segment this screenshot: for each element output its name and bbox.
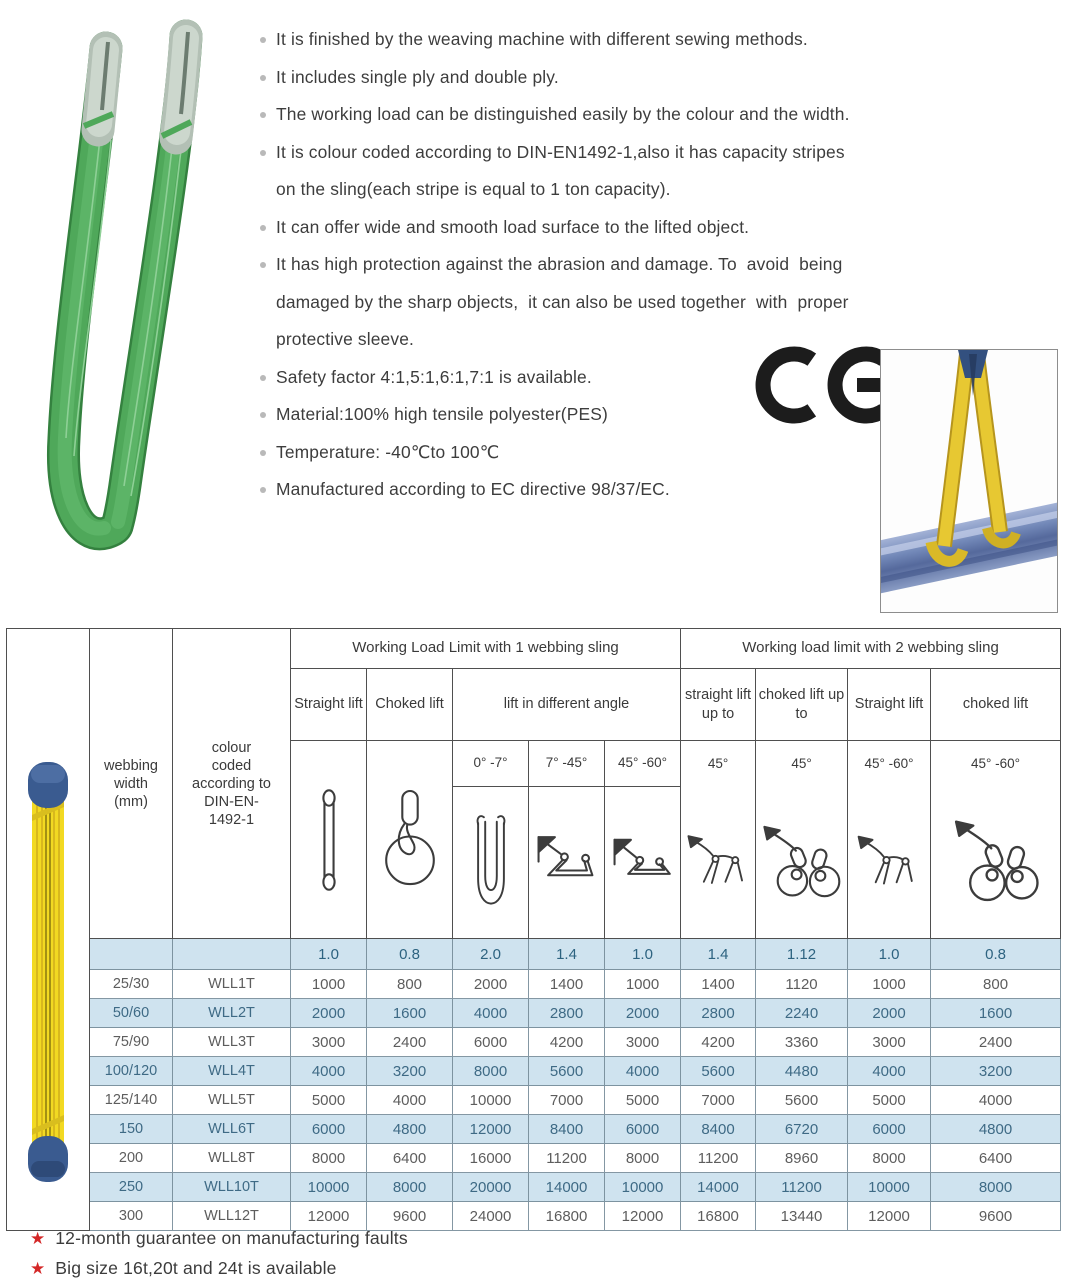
- factor-cell: 1.0: [291, 939, 367, 970]
- wll-code-cell: WLL1T: [173, 970, 291, 999]
- feature-text: It has high protection against the abrasion and damage. To avoid being: [276, 254, 843, 275]
- feature-item-line: [260, 471, 980, 509]
- load-value-cell: 10000: [453, 1086, 529, 1115]
- load-value-cell: 6720: [756, 1115, 848, 1144]
- table-row: [7, 1144, 1061, 1173]
- two-leg-choked-60-icon: [931, 787, 1060, 937]
- load-value-cell: 1000: [605, 970, 681, 999]
- bullet-dot-icon: [260, 75, 266, 81]
- webbing-width-cell: 125/140: [90, 1086, 173, 1115]
- factor-cell: 1.4: [529, 939, 605, 970]
- col-header-lift-angle: lift in different angle: [453, 669, 681, 741]
- feature-text: It can offer wide and smooth load surface to the lifted object.: [276, 216, 750, 237]
- bullet-dot-icon: [260, 450, 266, 456]
- load-value-cell: 6000: [605, 1115, 681, 1144]
- bullet-dot-icon: [260, 112, 266, 118]
- basket-7-45-icon-cell: [529, 787, 605, 939]
- load-value-cell: 5600: [681, 1057, 756, 1086]
- load-value-cell: 1400: [529, 970, 605, 999]
- load-value-cell: 2400: [367, 1028, 453, 1057]
- load-value-cell: 6000: [291, 1115, 367, 1144]
- load-value-cell: 4000: [453, 999, 529, 1028]
- load-value-cell: 8000: [367, 1173, 453, 1202]
- angle-45-60-label: 45° -60°: [971, 756, 1021, 772]
- basket-45-60-icon: [605, 825, 680, 901]
- feature-list: [260, 21, 980, 509]
- choked-lift-icon-cell: [367, 741, 453, 939]
- two-leg-choked-45-icon: [756, 787, 847, 937]
- load-value-cell: 11200: [756, 1173, 848, 1202]
- webbing-width-cell: 250: [90, 1173, 173, 1202]
- two-leg-straight-60-icon: [848, 787, 930, 937]
- load-value-cell: 16000: [453, 1144, 529, 1173]
- load-value-cell: 3000: [291, 1028, 367, 1057]
- factor-cell: 0.8: [931, 939, 1061, 970]
- load-value-cell: 1120: [756, 970, 848, 999]
- table-row: [7, 1028, 1061, 1057]
- load-value-cell: 7000: [529, 1086, 605, 1115]
- load-value-cell: 13440: [756, 1202, 848, 1231]
- webbing-width-cell: 150: [90, 1115, 173, 1144]
- load-value-cell: 1400: [681, 970, 756, 999]
- load-value-cell: 1600: [931, 999, 1061, 1028]
- feature-item-continuation: [260, 284, 980, 322]
- table-row: [7, 1115, 1061, 1144]
- webbing-width-cell: 100/120: [90, 1057, 173, 1086]
- yellow-sling-photo: [7, 757, 89, 1187]
- load-value-cell: 1000: [848, 970, 931, 999]
- load-value-cell: 800: [367, 970, 453, 999]
- webbing-width-header-line: webbing: [103, 757, 158, 774]
- load-value-cell: 9600: [367, 1202, 453, 1231]
- load-value-cell: 16800: [529, 1202, 605, 1231]
- load-value-cell: 11200: [529, 1144, 605, 1173]
- wll-code-cell: WLL3T: [173, 1028, 291, 1057]
- load-value-cell: 7000: [681, 1086, 756, 1115]
- angle-45-60-label: 45° -60°: [864, 756, 914, 772]
- load-value-cell: 8960: [756, 1144, 848, 1173]
- table-row: [7, 1086, 1061, 1115]
- load-value-cell: 2000: [453, 970, 529, 999]
- bullet-dot-icon: [260, 150, 266, 156]
- group-header-row: [7, 629, 1061, 669]
- load-value-cell: 8400: [681, 1115, 756, 1144]
- load-value-cell: 3200: [931, 1057, 1061, 1086]
- colour-code-header-line: according to: [192, 775, 271, 792]
- load-value-cell: 2000: [605, 999, 681, 1028]
- load-value-cell: 4000: [605, 1057, 681, 1086]
- angle-0-7-label: 0° -7°: [453, 741, 529, 787]
- basket-0-7-icon: [453, 803, 528, 923]
- colour-code-header-line: 1492-1: [208, 811, 255, 828]
- load-value-cell: 4000: [291, 1057, 367, 1086]
- load-value-cell: 12000: [291, 1202, 367, 1231]
- load-value-cell: 20000: [453, 1173, 529, 1202]
- choked-2-angle-icon-cell: [931, 741, 1061, 939]
- load-value-cell: 2800: [529, 999, 605, 1028]
- bullet-dot-icon: [260, 375, 266, 381]
- feature-item-line: [260, 246, 980, 284]
- group-header-two-sling: Working load limit with 2 webbing sling: [681, 629, 1061, 669]
- bullet-dot-icon: [260, 37, 266, 43]
- basket-7-45-icon: [529, 825, 604, 901]
- choked-lift-icon: [367, 785, 452, 895]
- feature-text: The working load can be distinguished easily by the colour and the width.: [276, 104, 850, 125]
- load-value-cell: 4480: [756, 1057, 848, 1086]
- load-value-cell: 2400: [931, 1028, 1061, 1057]
- load-value-cell: 12000: [453, 1115, 529, 1144]
- load-value-cell: 8000: [453, 1057, 529, 1086]
- load-value-cell: 4200: [529, 1028, 605, 1057]
- bullet-dot-icon: [260, 225, 266, 231]
- load-value-cell: 4000: [367, 1086, 453, 1115]
- load-value-cell: 8000: [291, 1144, 367, 1173]
- feature-text: It is colour coded according to DIN-EN1492-1,also it has capacity stripes: [276, 141, 845, 162]
- green-sling-photo: [14, 8, 254, 568]
- load-value-cell: 12000: [848, 1202, 931, 1231]
- colour-code-header: [173, 629, 291, 939]
- load-value-cell: 6400: [931, 1144, 1061, 1173]
- load-value-cell: 5000: [291, 1086, 367, 1115]
- star-icon: ★: [30, 1258, 46, 1278]
- wll-code-cell: WLL12T: [173, 1202, 291, 1231]
- webbing-width-cell: 200: [90, 1144, 173, 1173]
- load-value-cell: 5000: [605, 1086, 681, 1115]
- wll-code-cell: WLL4T: [173, 1057, 291, 1086]
- table-row: [7, 1173, 1061, 1202]
- colour-code-header-line: coded: [211, 757, 252, 774]
- feature-item-line: [260, 21, 980, 59]
- footnote: [30, 1253, 408, 1283]
- col-header-straight-lift-2: Straight lift: [848, 669, 931, 741]
- feature-text: It includes single ply and double ply.: [276, 66, 559, 87]
- load-value-cell: 10000: [605, 1173, 681, 1202]
- load-value-cell: 8000: [848, 1144, 931, 1173]
- basket-0-7-icon-cell: [453, 787, 529, 939]
- webbing-width-cell: 25/30: [90, 970, 173, 999]
- wll-code-cell: WLL8T: [173, 1144, 291, 1173]
- load-value-cell: 1600: [367, 999, 453, 1028]
- load-value-cell: 4000: [931, 1086, 1061, 1115]
- colour-code-header-line: colour: [211, 739, 252, 756]
- feature-item-line: [260, 209, 980, 247]
- webbing-width-header: [90, 629, 173, 939]
- load-value-cell: 5600: [756, 1086, 848, 1115]
- factor-cell: 0.8: [367, 939, 453, 970]
- feature-text: Manufactured according to EC directive 98/37/EC.: [276, 479, 670, 500]
- colour-code-header-line: DIN-EN-: [204, 793, 259, 810]
- feature-item-continuation: [260, 171, 980, 209]
- footnote-text: 12-month guarantee on manufacturing faults: [55, 1227, 408, 1248]
- load-value-cell: 8000: [931, 1173, 1061, 1202]
- wll-code-cell: WLL10T: [173, 1173, 291, 1202]
- star-icon: ★: [30, 1228, 46, 1248]
- pipe-lift-photo: [880, 349, 1058, 613]
- feature-item-line: [260, 134, 980, 172]
- factor-cell: 1.0: [848, 939, 931, 970]
- bullet-dot-icon: [260, 262, 266, 268]
- webbing-width-header-line: width: [114, 775, 148, 792]
- straight-2-angle-icon-cell: [848, 741, 931, 939]
- load-value-cell: 14000: [529, 1173, 605, 1202]
- angle-45-label: 45°: [791, 756, 812, 772]
- col-header-straight-up-to: straight lift up to: [681, 669, 756, 741]
- pipe-lift-illustration: [881, 350, 1057, 612]
- load-value-cell: 3200: [367, 1057, 453, 1086]
- yellow-sling-photo-cell: [7, 629, 90, 1231]
- feature-text: Safety factor 4:1,5:1,6:1,7:1 is available.: [276, 366, 592, 387]
- col-header-choked-lift-1: Choked lift: [367, 669, 453, 741]
- load-value-cell: 5000: [848, 1086, 931, 1115]
- straight-up-to-angle-icon-cell: [681, 741, 756, 939]
- footnotes: [30, 1223, 408, 1283]
- load-value-cell: 2000: [291, 999, 367, 1028]
- col-header-choked-lift-2: choked lift: [931, 669, 1061, 741]
- factor-cell: 1.4: [681, 939, 756, 970]
- feature-item-line: [260, 59, 980, 97]
- webbing-width-cell: 75/90: [90, 1028, 173, 1057]
- factor-cell: 2.0: [453, 939, 529, 970]
- load-value-cell: 10000: [848, 1173, 931, 1202]
- wll-code-cell: WLL5T: [173, 1086, 291, 1115]
- load-value-cell: 2240: [756, 999, 848, 1028]
- load-value-cell: 5600: [529, 1057, 605, 1086]
- load-value-cell: 2000: [848, 999, 931, 1028]
- load-value-cell: 8000: [605, 1144, 681, 1173]
- wll-code-cell: WLL6T: [173, 1115, 291, 1144]
- choked-up-to-angle-icon-cell: [756, 741, 848, 939]
- factor-blank-cell: [173, 939, 291, 970]
- load-value-cell: 4800: [367, 1115, 453, 1144]
- footnote: [30, 1223, 408, 1253]
- table-row: [7, 970, 1061, 999]
- load-value-cell: 8400: [529, 1115, 605, 1144]
- load-value-cell: 3000: [848, 1028, 931, 1057]
- feature-item-line: [260, 96, 980, 134]
- load-value-cell: 800: [931, 970, 1061, 999]
- footnote-text: Big size 16t,20t and 24t is available: [55, 1257, 337, 1278]
- webbing-width-cell: 300: [90, 1202, 173, 1231]
- factor-row: [7, 939, 1061, 970]
- feature-item-line: [260, 434, 980, 472]
- angle-7-45-label: 7° -45°: [529, 741, 605, 787]
- angle-45-60-label: 45° -60°: [605, 741, 681, 787]
- load-value-cell: 9600: [931, 1202, 1061, 1231]
- col-header-straight-lift-1: Straight lift: [291, 669, 367, 741]
- angle-45-label: 45°: [707, 756, 729, 772]
- group-header-one-sling: Working Load Limit with 1 webbing sling: [291, 629, 681, 669]
- load-value-cell: 2800: [681, 999, 756, 1028]
- table-row: [7, 1057, 1061, 1086]
- factor-blank-cell: [90, 939, 173, 970]
- load-value-cell: 6400: [367, 1144, 453, 1173]
- feature-text: protective sleeve.: [276, 329, 415, 350]
- webbing-width-cell: 50/60: [90, 999, 173, 1028]
- working-load-limit-table: [6, 628, 1061, 1231]
- load-value-cell: 6000: [848, 1115, 931, 1144]
- feature-text: damaged by the sharp objects, it can also be used together with proper: [276, 291, 849, 312]
- factor-cell: 1.0: [605, 939, 681, 970]
- two-leg-straight-45-icon: [681, 787, 755, 937]
- load-value-cell: 6000: [453, 1028, 529, 1057]
- load-value-cell: 4200: [681, 1028, 756, 1057]
- wll-code-cell: WLL2T: [173, 999, 291, 1028]
- load-value-cell: 1000: [291, 970, 367, 999]
- load-value-cell: 24000: [453, 1202, 529, 1231]
- col-header-choked-up-to: choked lift up to: [756, 669, 848, 741]
- load-value-cell: 3000: [605, 1028, 681, 1057]
- yellow-sling-illustration: [13, 757, 83, 1187]
- feature-text: Temperature: -40℃to 100℃: [276, 441, 500, 462]
- load-value-cell: 11200: [681, 1144, 756, 1173]
- table-row: [7, 999, 1061, 1028]
- webbing-width-header-line: (mm): [114, 793, 148, 810]
- load-value-cell: 4000: [848, 1057, 931, 1086]
- load-value-cell: 3360: [756, 1028, 848, 1057]
- load-value-cell: 14000: [681, 1173, 756, 1202]
- feature-text: It is finished by the weaving machine with different sewing methods.: [276, 29, 808, 50]
- load-value-cell: 10000: [291, 1173, 367, 1202]
- factor-cell: 1.12: [756, 939, 848, 970]
- bullet-dot-icon: [260, 412, 266, 418]
- green-sling-illustration: [14, 8, 254, 563]
- load-value-cell: 16800: [681, 1202, 756, 1231]
- feature-text: Material:100% high tensile polyester(PES): [276, 404, 608, 425]
- load-value-cell: 4800: [931, 1115, 1061, 1144]
- straight-lift-icon: [291, 779, 366, 901]
- bullet-dot-icon: [260, 487, 266, 493]
- feature-text: on the sling(each stripe is equal to 1 ton capacity).: [276, 179, 671, 200]
- straight-lift-icon-cell: [291, 741, 367, 939]
- load-value-cell: 12000: [605, 1202, 681, 1231]
- basket-45-60-icon-cell: [605, 787, 681, 939]
